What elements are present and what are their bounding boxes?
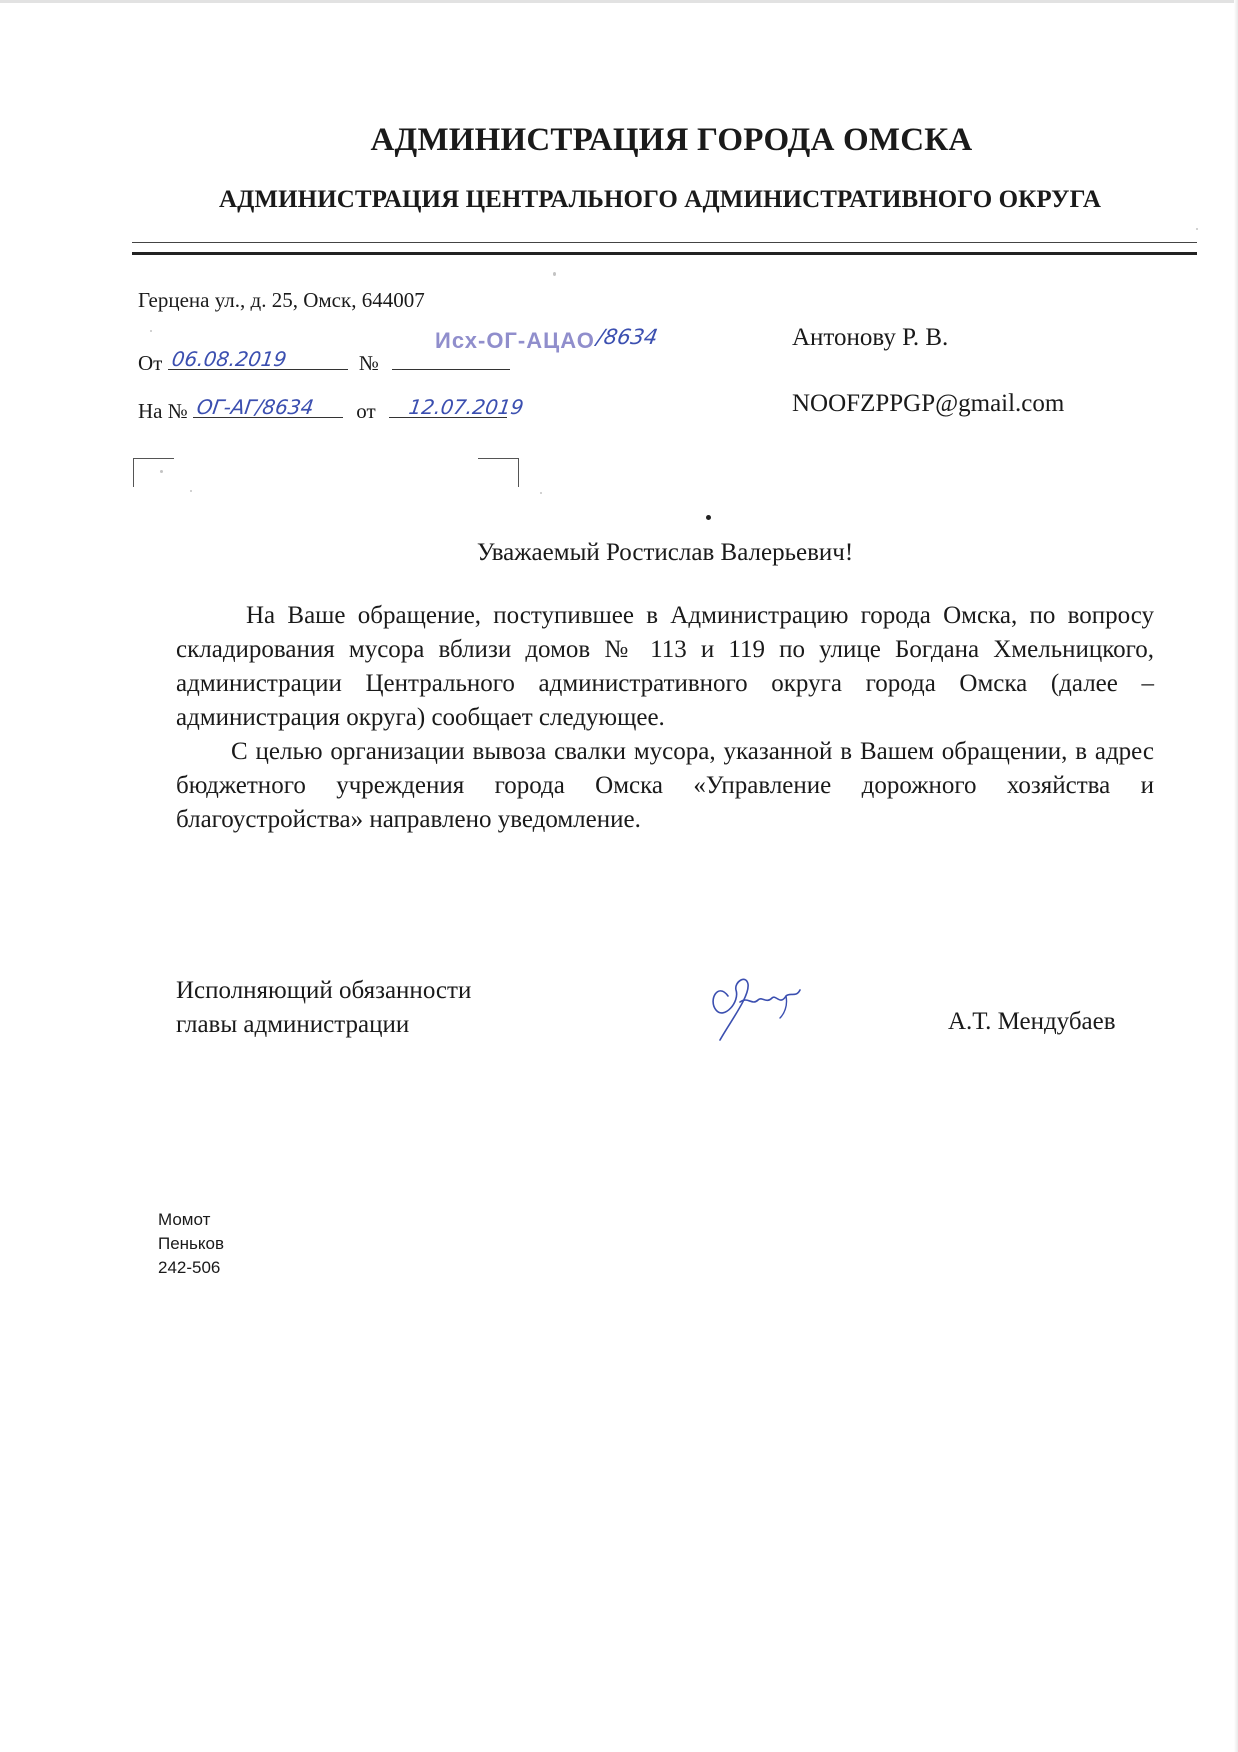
executor-footer [158,1208,224,1280]
reply-date-handwritten: 12.07.2019 [407,395,526,419]
sender-address: Герцена ул., д. 25, Омск, 644007 [138,288,425,312]
org-subtitle: АДМИНИСТРАЦИЯ ЦЕНТРАЛЬНОГО АДМИНИСТРАТИВНОГО ОКРУГА [218,186,1102,213]
signer-position-line-2: главы администрации [176,1011,410,1038]
from-date-handwritten: 06.08.2019 [169,347,288,371]
outgoing-number-handwritten: /8634 [594,325,660,349]
scan-speck [150,330,152,332]
address-window-corner-left [133,458,174,487]
executor-phone: 242-506 [158,1258,221,1277]
header-rule-thick [132,252,1197,255]
recipient-name: Антонову Р. В. [792,324,949,351]
reply-number-handwritten: ОГ-АГ/8634 [195,395,316,419]
signer-position [176,974,471,1042]
number-label: № [358,351,379,375]
letter-body [176,599,1154,837]
reply-ref-row [138,395,526,424]
scan-edge-top [0,0,1238,3]
handwritten-signature-icon [700,962,810,1042]
body-paragraph-1: На Ваше обращение, поступившее в Администрацию города Омска, по вопросу складирования мусора вблизи домов № 113 и 119 по улице Богдана Хмельницкого, администрации Центрального административного округа города Омска (далее – администрация округа) сообщает следующее. [176,602,1154,731]
reply-number-field [193,397,343,418]
reply-label: На № [138,399,188,423]
from-date-field [168,349,348,370]
recipient-email: NOOFZPPGP@gmail.com [792,390,1065,417]
address-window-corner-right [478,458,519,487]
salutation: Уважаемый Ростислав Валерьевич! [476,539,854,566]
executor-name-1: Момот [158,1210,211,1229]
signer-position-line-1: Исполняющий обязанности [176,977,472,1004]
stray-dot [706,515,711,520]
from-label: От [138,351,163,375]
reply-date-field [389,395,526,419]
body-paragraph-2: С целью организации вывоза свалки мусора, указанной в Вашем обращении, в адрес бюджетного учреждения города Омска «Управление дорожного хозяйства и благоустройства» направлено уведомление. [176,738,1154,833]
scan-speck [190,490,192,492]
outgoing-number-stamp: Исх-ОГ-АЦАО [435,328,595,353]
scan-speck [540,492,542,494]
scan-edge-right [1234,0,1238,1752]
signer-name: А.Т. Мендубаев [948,1008,1116,1035]
scan-speck [553,272,556,276]
org-title: АДМИНИСТРАЦИЯ ГОРОДА ОМСКА [370,122,973,158]
scan-speck [1196,228,1198,230]
reply-date-label: от [356,399,376,423]
header-rule-thin [132,242,1197,243]
executor-name-2: Пеньков [158,1234,225,1253]
scan-speck [160,470,163,473]
